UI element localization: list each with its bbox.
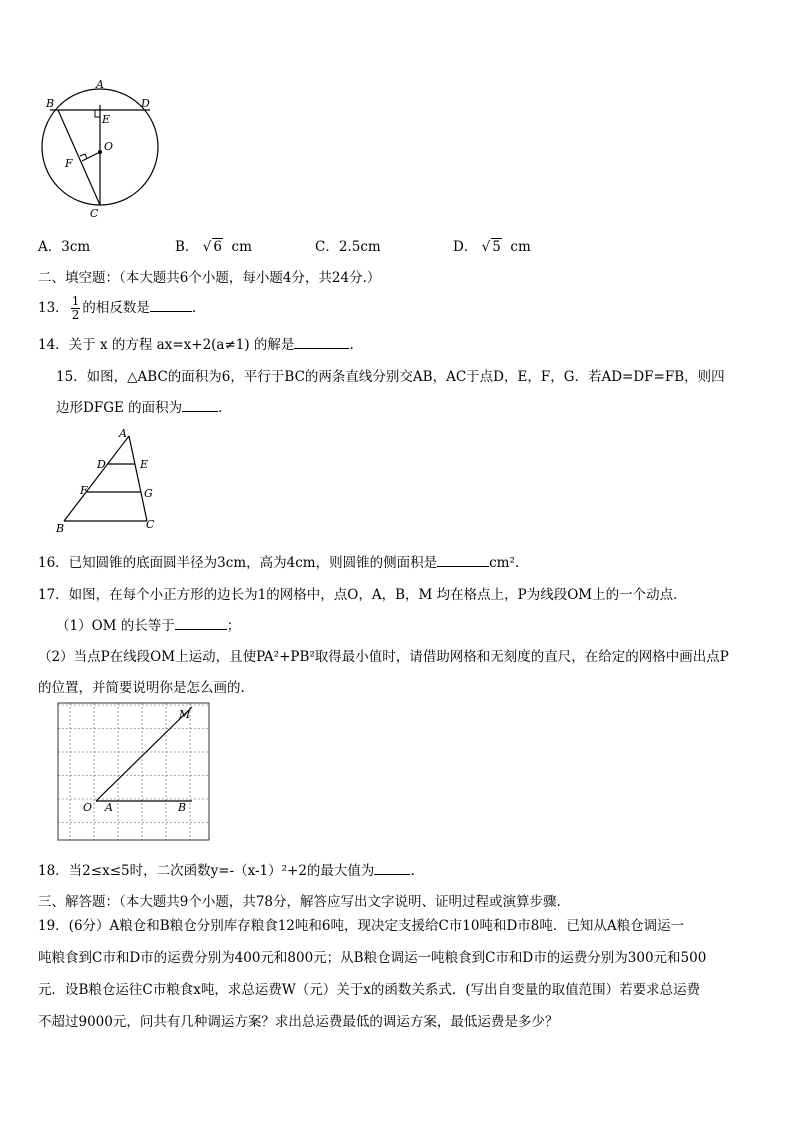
question-16: 16．已知圆锥的底面圆半径为3cm，高为4cm，则圆锥的侧面积是 cm². [38,555,520,571]
question-19-line3: 元．设B粮仓运往C市粮食x吨，求总运费W（元）关于x的函数关系式．(写出自变量的取值范围）若要求总运费 [38,982,701,998]
label-G: G [144,487,153,500]
question-17-line1: 17．如图，在每个小正方形的边长为1的网格中，点O，A，B，M 均在格点上，P为线段OM上的一个动点． [38,587,687,603]
label-M: M [179,708,191,721]
label-E: E [140,458,149,471]
label-F: F [80,484,88,497]
option-c: C．2.5cm [315,239,381,255]
label-O: O [104,140,114,153]
label-B: B [178,801,187,814]
question-14: 14．关于 x 的方程 ax=x+2(a≠1) 的解是 . [38,337,354,353]
label-E: E [102,113,111,126]
question-17-part2-line2: 的位置，并简要说明你是怎么画的. [38,680,245,696]
option-b: B． √ 6 cm [175,239,252,255]
label-D: D [97,458,106,471]
question-19-line4: 不超过9000元，问共有几种调运方案？求出总运费最低的调运方案，最低运费是多少？ [38,1014,559,1030]
question-15-line1: 15．如图，△ABC的面积为6，平行于BC的两条直线分别交AB，AC于点D，E，F，G．若AD=DF=FB，则四 [56,369,725,385]
label-F: F [65,157,73,170]
question-18: 18．当2≤x≤5时，二次函数y=-（x-1）²+2的最大值为 . [38,863,415,879]
label-C: C [146,518,155,531]
grid-figure [55,700,215,845]
label-D: D [141,97,150,110]
label-B: B [56,522,65,535]
triangle-figure [52,424,162,536]
question-17-part2-line1: （2）当点P在线段OM上运动，且使PA²+PB²取得最小值时，请借助网格和无刻度的直尺，在给定的网格中画出点P [38,649,729,665]
section2-title: 二、填空题：（本大题共6个小题，每小题4分，共24分.） [38,270,381,286]
label-C: C [90,207,99,220]
label-A: A [96,78,104,91]
question-19-line2: 吨粮食到C市和D市的运费分别为400元和800元；从B粮仓调运一吨粮食到C市和D市的运费分别为300元和500 [38,950,707,966]
label-O: O [83,801,93,814]
option-d: D． √ 5 cm [453,239,531,255]
question-19-line1: 19．(6分）A粮仓和B粮仓分别库存粮食12吨和6吨，现决定支援给C市10吨和D市8吨．已知从A粮仓调运一 [38,918,685,934]
section3-title: 三、解答题：（本大题共9个小题，共78分，解答应写出文字说明、证明过程或演算步骤. [38,894,561,910]
question-15-line2: 边形DFGE 的面积为 . [56,400,223,416]
question-17-part1: （1）OM 的长等于 ； [56,618,241,634]
circle-figure [38,75,168,220]
question-13: 13． $\frac{1}{2}$ 的相反数是 . [38,294,197,322]
option-a: A．3cm [38,239,91,255]
label-A: A [105,801,113,814]
label-B: B [46,97,55,110]
label-A: A [119,427,127,440]
